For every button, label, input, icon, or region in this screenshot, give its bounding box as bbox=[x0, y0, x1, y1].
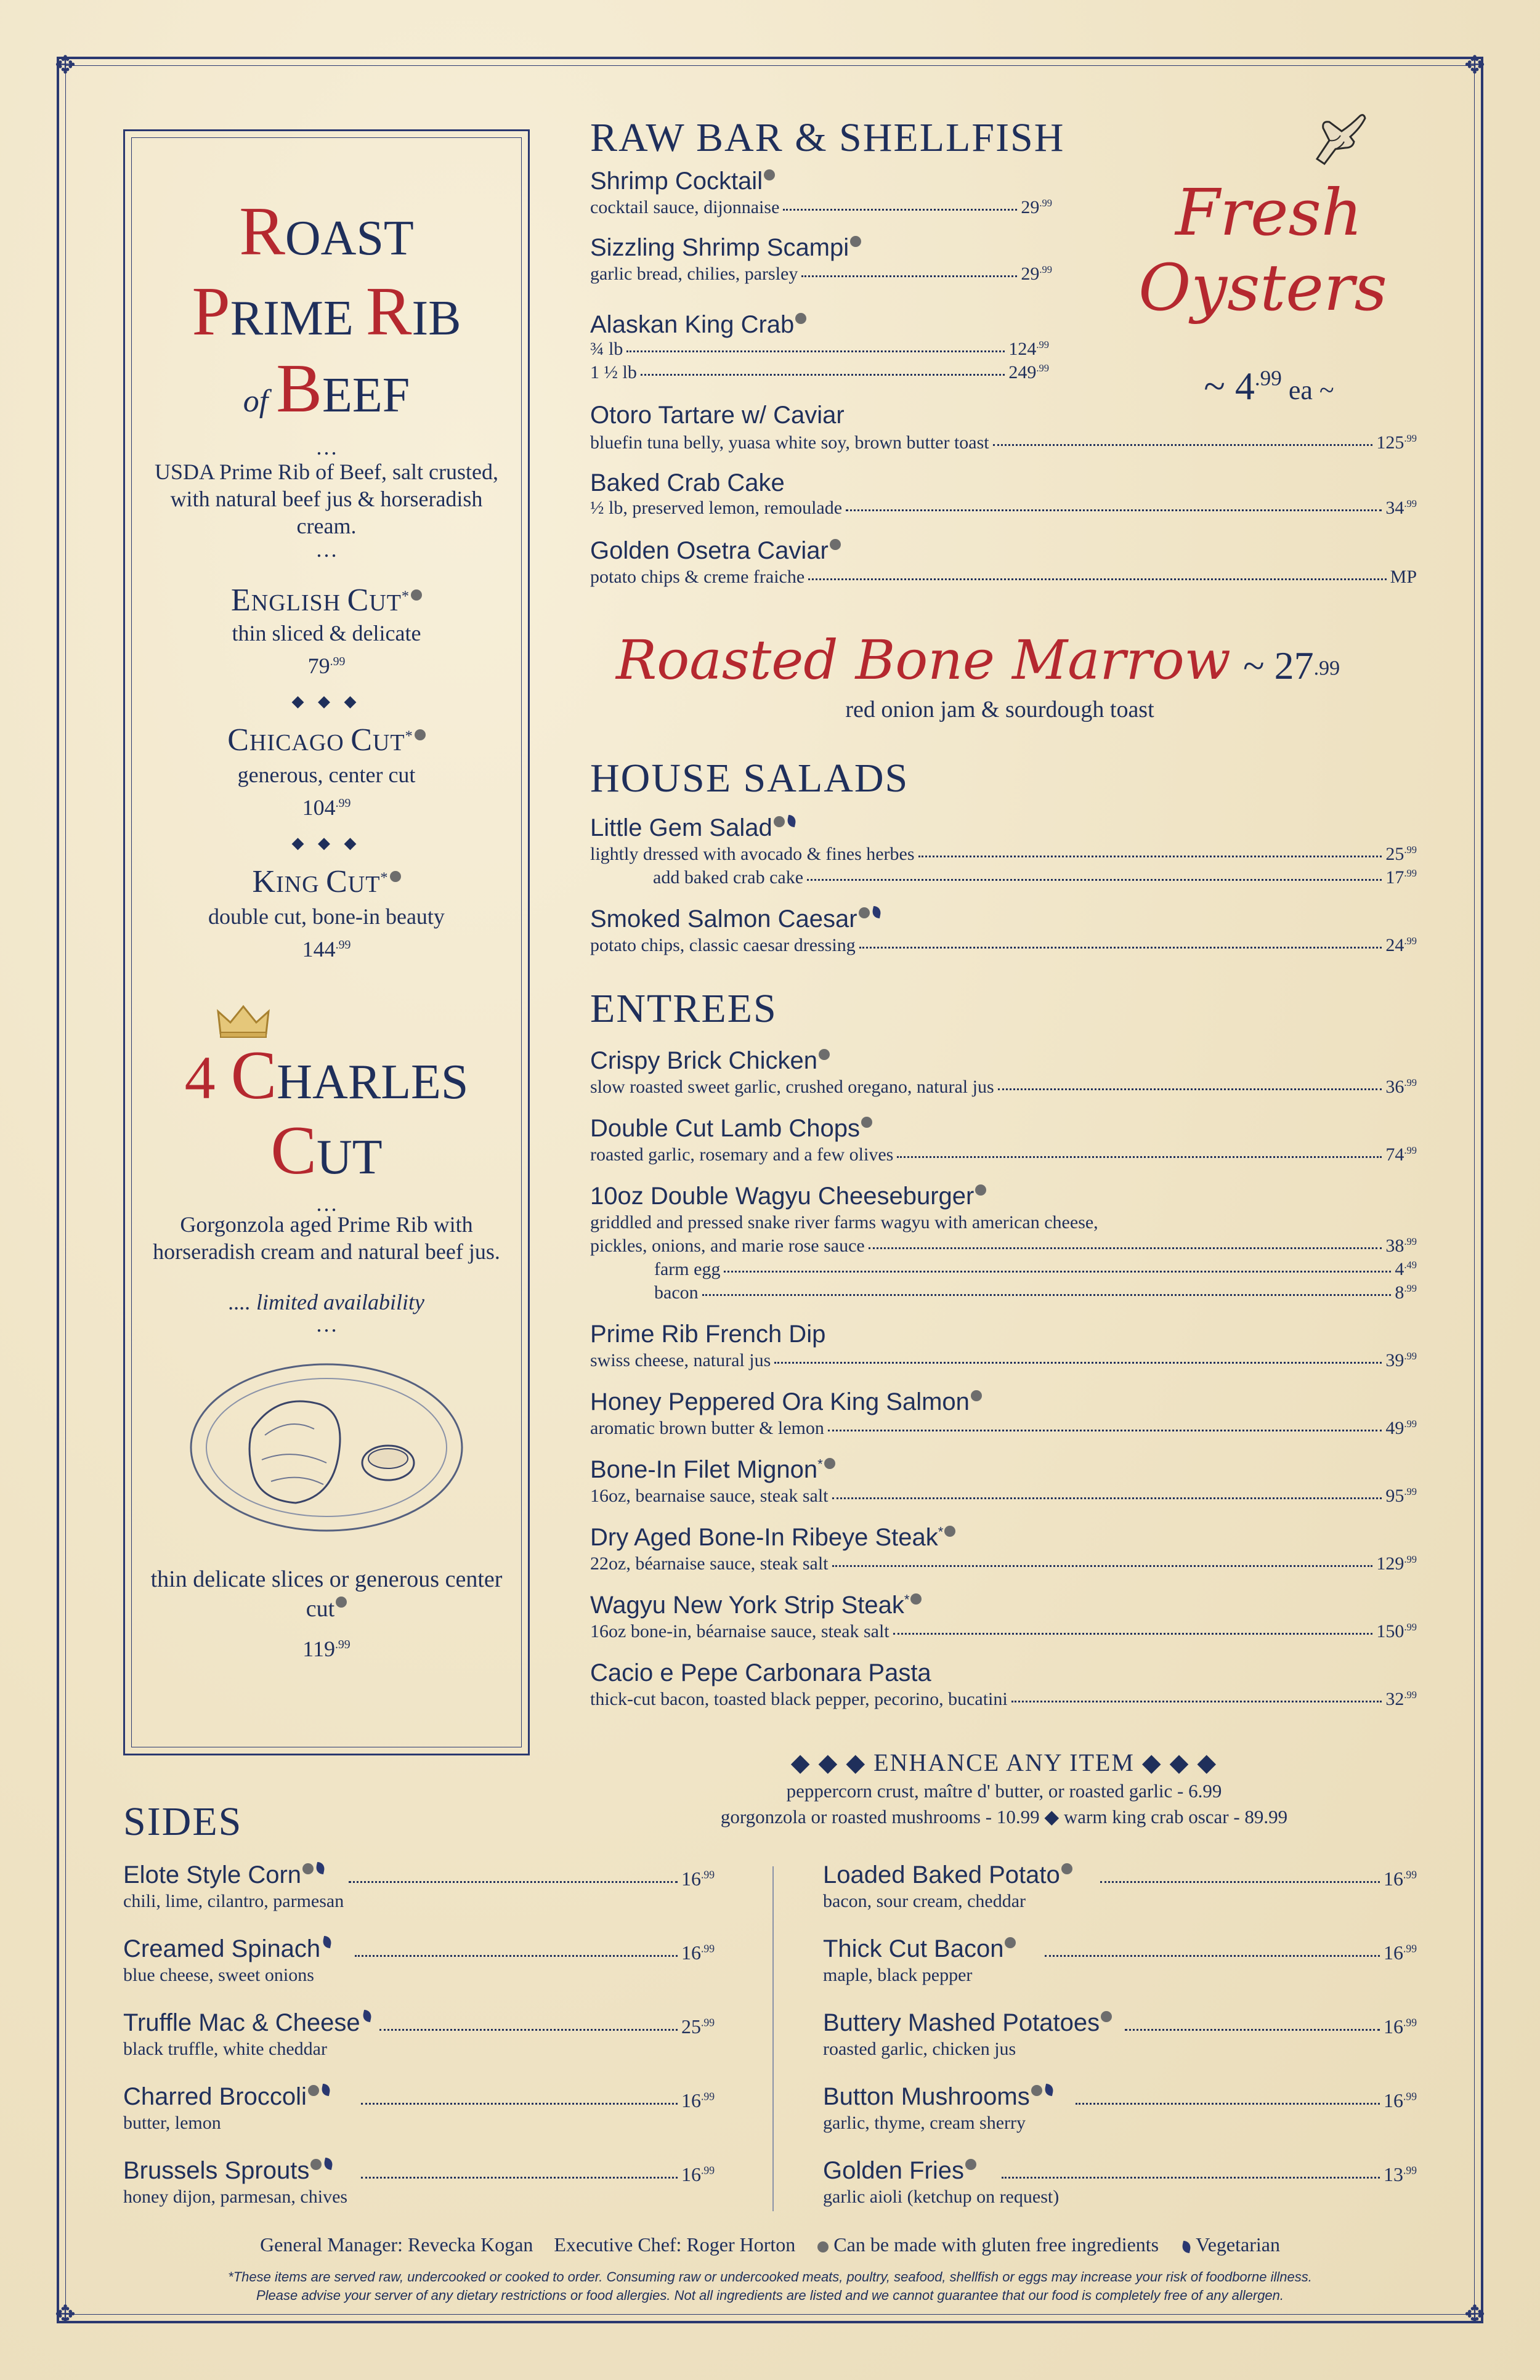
prime-rib-title-line2: PRIME RIB bbox=[192, 273, 461, 350]
footer-credits bbox=[123, 2233, 1417, 2256]
menu-item-line: griddled and pressed snake river farms wagyu with american cheese, bbox=[590, 1212, 1098, 1232]
menu-item-line: bluefin tuna belly, yuasa white soy, brown butter toast $125^{.99}$ bbox=[590, 432, 1417, 453]
gluten-free-icon bbox=[824, 1458, 835, 1469]
vegetarian-leaf-icon bbox=[361, 2010, 372, 2022]
ellipsis: … bbox=[315, 435, 338, 459]
gluten-free-icon bbox=[971, 1390, 982, 1401]
raw-bar-heading: RAW BAR & SHELLFISH bbox=[590, 115, 1065, 160]
salads-heading: HOUSE SALADS bbox=[590, 756, 909, 801]
ellipsis: … bbox=[315, 537, 338, 562]
gluten-free-icon bbox=[975, 1184, 986, 1196]
prime-rib-plate-illustration bbox=[185, 1355, 468, 1540]
menu-item-line: thick-cut bacon, toasted black pepper, pecorino, bucatini $32^{.99}$ bbox=[590, 1689, 1417, 1709]
english-cut-desc: thin sliced & delicate bbox=[232, 621, 421, 646]
vegetarian-leaf-icon bbox=[322, 1936, 333, 1948]
menu-item-line: garlic bread, chilies, parsley $29^{.99}$ bbox=[590, 264, 1052, 284]
chicago-cut-desc: generous, center cut bbox=[237, 763, 416, 787]
king-cut-name: KING CUT* bbox=[142, 864, 511, 900]
gluten-free-icon bbox=[1061, 1863, 1072, 1874]
side-item-name: Buttery Mashed Potatoes bbox=[823, 2009, 1112, 2037]
menu-item-name: Otoro Tartare w/ Caviar bbox=[590, 402, 845, 429]
side-item-name: Charred Broccoli bbox=[123, 2083, 330, 2111]
menu-item-name: Cacio e Pepe Carbonara Pasta bbox=[590, 1659, 931, 1686]
gluten-free-icon bbox=[336, 1597, 347, 1608]
vegetarian-leaf-icon bbox=[323, 2158, 334, 2170]
menu-item-name: Alaskan King Crab bbox=[590, 311, 806, 339]
side-desc: maple, black pepper bbox=[823, 1965, 973, 1985]
gluten-free-icon bbox=[774, 816, 785, 827]
english-cut-name: ENGLISH CUT* bbox=[142, 582, 511, 618]
divider: ◆ ◆ ◆ bbox=[291, 834, 362, 852]
gluten-free-icon bbox=[830, 539, 841, 550]
menu-item-line: ¾ lb $124^{.99}$ bbox=[590, 339, 1049, 359]
vegetarian-leaf-icon bbox=[1044, 2084, 1055, 2096]
menu-item-line: ½ lb, preserved lemon, remoulade $34^{.99}$ bbox=[590, 498, 1417, 518]
menu-item-name: Shrimp Cocktail bbox=[590, 168, 775, 195]
chicago-cut-name: CHICAGO CUT* bbox=[142, 722, 511, 758]
ellipsis: … bbox=[315, 1312, 338, 1337]
side-desc: chili, lime, cilantro, parmesan bbox=[123, 1891, 344, 1911]
chicago-cut-price: $104^{.99}$ bbox=[302, 795, 351, 820]
side-desc: honey dijon, parmesan, chives bbox=[123, 2187, 348, 2207]
veg-legend: Vegetarian bbox=[1180, 2233, 1280, 2256]
gluten-free-icon bbox=[308, 2085, 319, 2096]
gluten-free-icon bbox=[390, 871, 401, 882]
side-item-name: Truffle Mac & Cheese bbox=[123, 2009, 371, 2037]
ornament-corner-icon: ✥ bbox=[1464, 2301, 1485, 2329]
charles-cut-sub: thin delicate slices or generous center cut bbox=[150, 1566, 503, 1622]
menu-item-name: 10oz Double Wagyu Cheeseburger bbox=[590, 1183, 986, 1210]
menu-item-name: Bone-In Filet Mignon* bbox=[590, 1456, 835, 1484]
charles-cut-description: Gorgonzola aged Prime Rib with horseradish cream and natural beef jus. bbox=[153, 1212, 500, 1264]
side-price: $16^{.99}$ bbox=[351, 1941, 715, 1964]
side-price: $16^{.99}$ bbox=[345, 1868, 715, 1890]
ellipsis: … bbox=[315, 1191, 338, 1216]
ornament-corner-icon: ✥ bbox=[55, 2301, 76, 2329]
gluten-free-icon bbox=[1005, 1937, 1016, 1948]
side-item-name: Elote Style Corn bbox=[123, 1861, 325, 1889]
sides-heading: SIDES bbox=[123, 1799, 243, 1844]
entrees-heading: ENTREES bbox=[590, 986, 777, 1031]
menu-item-line: slow roasted sweet garlic, crushed oregano, natural jus $36^{.99}$ bbox=[590, 1077, 1417, 1097]
menu-item-line: 16oz bone-in, béarnaise sauce, steak salt $150^{.99}$ bbox=[590, 1621, 1417, 1641]
side-desc: blue cheese, sweet onions bbox=[123, 1965, 314, 1985]
menu-item-name: Prime Rib French Dip bbox=[590, 1321, 826, 1348]
gf-legend: Can be made with gluten free ingredients bbox=[816, 2233, 1159, 2256]
menu-item-line: roasted garlic, rosemary and a few olives $74^{.99}$ bbox=[590, 1144, 1417, 1165]
oysters-price: ~ $4^{.99}$ ea ~ bbox=[1204, 364, 1334, 408]
gluten-free-icon bbox=[817, 2241, 829, 2252]
menu-item-line: lightly dressed with avocado & fines herbes $25^{.99}$ bbox=[590, 844, 1417, 864]
side-item-name: Thick Cut Bacon bbox=[823, 1935, 1016, 1963]
menu-item-name: Wagyu New York Strip Steak* bbox=[590, 1592, 922, 1619]
prime-rib-description: USDA Prime Rib of Beef, salt crusted, with natural beef jus & horseradish cream. bbox=[155, 459, 498, 538]
gluten-free-icon bbox=[859, 907, 870, 918]
side-price: $16^{.99}$ bbox=[1121, 2015, 1417, 2038]
general-manager: General Manager: Revecka Kogan bbox=[260, 2233, 533, 2256]
side-price: $25^{.99}$ bbox=[376, 2015, 715, 2038]
menu-item-line: potato chips, classic caesar dressing $24^{.99}$ bbox=[590, 935, 1417, 955]
divider: ◆ ◆ ◆ bbox=[291, 692, 362, 710]
gluten-free-icon bbox=[910, 1593, 922, 1605]
menu-item-name: Sizzling Shrimp Scampi bbox=[590, 234, 861, 262]
menu-item-name: Crispy Brick Chicken bbox=[590, 1047, 830, 1075]
vegetarian-leaf-icon bbox=[786, 815, 797, 827]
menu-item-line: 22oz, béarnaise sauce, steak salt $129^{.99}$ bbox=[590, 1553, 1417, 1574]
menu-item-line: add baked crab cake $17^{.99}$ bbox=[653, 867, 1417, 888]
side-price: $16^{.99}$ bbox=[1072, 2089, 1417, 2112]
vegetarian-leaf-icon bbox=[315, 1862, 326, 1874]
menu-item-name: Baked Crab Cake bbox=[590, 469, 785, 496]
vegetarian-leaf-icon bbox=[320, 2084, 331, 2096]
menu-item-name: Honey Peppered Ora King Salmon bbox=[590, 1388, 982, 1416]
side-desc: garlic aioli (ketchup on request) bbox=[823, 2187, 1060, 2207]
gluten-free-icon bbox=[850, 236, 861, 247]
menu-item-name: Dry Aged Bone-In Ribeye Steak* bbox=[590, 1524, 955, 1552]
charles-cut-title-line1: 4 CHARLES bbox=[184, 1037, 469, 1114]
gluten-free-icon bbox=[302, 1863, 314, 1874]
gluten-free-icon bbox=[819, 1049, 830, 1060]
menu-item-line: swiss cheese, natural jus $39^{.99}$ bbox=[590, 1350, 1417, 1370]
gluten-free-icon bbox=[310, 2159, 322, 2170]
gluten-free-icon bbox=[764, 169, 775, 180]
menu-item-line: potato chips & creme fraiche MP bbox=[590, 567, 1417, 587]
side-item-name: Loaded Baked Potato bbox=[823, 1861, 1072, 1889]
menu-item-line: 16oz, bearnaise sauce, steak salt $95^{.99}$ bbox=[590, 1486, 1417, 1506]
gluten-free-icon bbox=[415, 729, 426, 740]
menu-item-line: aromatic brown butter & lemon $49^{.99}$ bbox=[590, 1418, 1417, 1438]
prime-rib-title-line3: of BEEF bbox=[243, 350, 410, 427]
bone-marrow-desc: red onion jam & sourdough toast bbox=[845, 697, 1154, 722]
king-cut-desc: double cut, bone-in beauty bbox=[208, 904, 445, 929]
menu-item-name: Smoked Salmon Caesar bbox=[590, 905, 881, 933]
charles-cut-limited: .... limited availability bbox=[229, 1290, 424, 1314]
king-cut-price: $144^{.99}$ bbox=[302, 937, 351, 961]
gluten-free-icon bbox=[1101, 2011, 1112, 2022]
prime-rib-title-line1: ROAST bbox=[239, 193, 414, 270]
crown-icon bbox=[216, 1003, 271, 1040]
oysters-title-line2: Oysters bbox=[1138, 250, 1387, 325]
pointing-hand-icon bbox=[1305, 103, 1372, 171]
menu-item-line: bacon $8^{.99}$ bbox=[654, 1282, 1417, 1303]
ornament-corner-icon: ✥ bbox=[1464, 51, 1485, 79]
side-desc: bacon, sour cream, cheddar bbox=[823, 1891, 1026, 1911]
vegetarian-leaf-icon bbox=[1181, 2241, 1192, 2253]
vegetarian-leaf-icon bbox=[870, 906, 881, 918]
gluten-free-icon bbox=[1031, 2085, 1042, 2096]
enhance-heading: ◆ ◆ ◆ ENHANCE ANY ITEM ◆ ◆ ◆ bbox=[790, 1749, 1218, 1776]
side-price: $16^{.99}$ bbox=[357, 2089, 715, 2112]
menu-item-line: 1 ½ lb $249^{.99}$ bbox=[590, 362, 1049, 382]
side-desc: black truffle, white cheddar bbox=[123, 2039, 327, 2059]
menu-item-name: Golden Osetra Caviar bbox=[590, 537, 841, 565]
side-desc: roasted garlic, chicken jus bbox=[823, 2039, 1016, 2059]
side-price: $16^{.99}$ bbox=[1041, 1941, 1417, 1964]
enhance-line1: peppercorn crust, maître d' butter, or roasted garlic - 6.99 bbox=[786, 1780, 1222, 1802]
gluten-free-icon bbox=[795, 313, 806, 324]
menu-item-line: cocktail sauce, dijonnaise $29^{.99}$ bbox=[590, 197, 1052, 217]
executive-chef: Executive Chef: Roger Horton bbox=[554, 2233, 796, 2256]
sides-column-divider bbox=[772, 1866, 774, 2211]
bone-marrow-title: Roasted Bone Marrow ~ $27^{.99}$ bbox=[616, 628, 1340, 692]
gluten-free-icon bbox=[965, 2159, 976, 2170]
enhance-line2: gorgonzola or roasted mushrooms - 10.99 ◆ warm king crab oscar - 89.99 bbox=[720, 1806, 1288, 1827]
menu-item-name: Double Cut Lamb Chops bbox=[590, 1115, 872, 1143]
oysters-title-line1: Fresh bbox=[1175, 175, 1363, 250]
side-price: $13^{.99}$ bbox=[998, 2163, 1417, 2186]
english-cut-price: $79^{.99}$ bbox=[307, 654, 346, 678]
side-desc: butter, lemon bbox=[123, 2113, 221, 2133]
disclaimer-line1: *These items are served raw, undercooked or cooked to order. Consuming raw or undercooked meats, poultry, seafood, shellfish or eggs may increase your risk of foodborne illness. bbox=[228, 2269, 1312, 2285]
side-price: $16^{.99}$ bbox=[1096, 1868, 1417, 1890]
gluten-free-icon bbox=[861, 1117, 872, 1128]
charles-cut-price: $119^{.99}$ bbox=[302, 1637, 351, 1661]
disclaimer-line2: Please advise your server of any dietary restrictions or food allergies. Not all ingredients are listed and we cannot guarantee that our food is completely free of any allergen. bbox=[256, 2288, 1284, 2303]
gluten-free-icon bbox=[944, 1526, 955, 1537]
side-desc: garlic, thyme, cream sherry bbox=[823, 2113, 1026, 2133]
side-item-name: Button Mushrooms bbox=[823, 2083, 1053, 2111]
side-item-name: Creamed Spinach bbox=[123, 1935, 331, 1963]
menu-item-name: Little Gem Salad bbox=[590, 814, 796, 842]
side-item-name: Brussels Sprouts bbox=[123, 2157, 333, 2185]
ornament-corner-icon: ✥ bbox=[55, 51, 76, 79]
menu-item-line: farm egg $4^{.49}$ bbox=[654, 1259, 1417, 1279]
charles-cut-title-line2: CUT bbox=[270, 1112, 383, 1189]
side-item-name: Golden Fries bbox=[823, 2157, 976, 2185]
menu-item-line: pickles, onions, and marie rose sauce $38^{.99}$ bbox=[590, 1236, 1417, 1256]
gluten-free-icon bbox=[411, 589, 422, 601]
side-price: $16^{.99}$ bbox=[357, 2163, 715, 2186]
